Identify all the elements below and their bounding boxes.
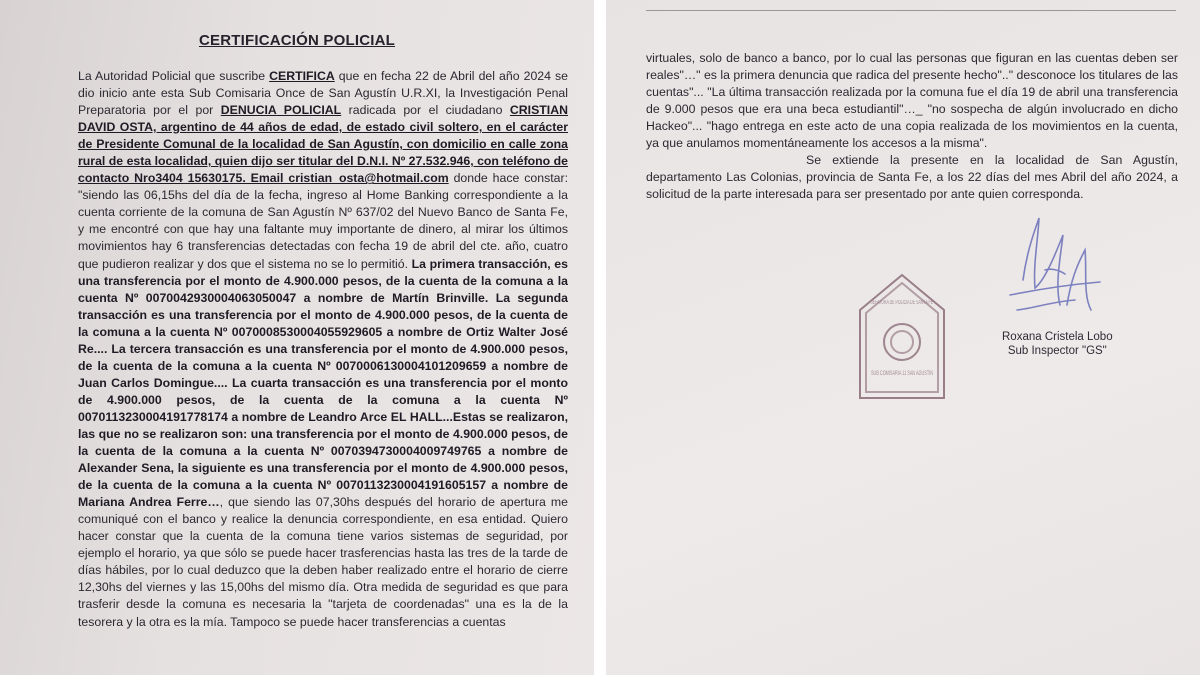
page-top-rule xyxy=(646,10,1176,11)
body-text-4: donde hace constar: "siendo las 06,15hs del día de la fecha, ingreso al Home Banking correspondiente a la cuenta corriente de la comuna de San Agustín Nº 637/02 del Nuevo Banco de Santa Fe, y me encontré con que hay una faltante muy importante de dinero, al mirar los últimos movimientos hay 6 transferencias detectadas con fecha 19 de abril del cte. año, cuatro que pudieron realizar y dos que el sistema no se lo permitió. xyxy=(78,171,569,271)
closing-paragraph: Se extiende la presente en la localidad de San Agustín, departamento Las Colonias, provincia de Santa Fe, a los 22 días del mes Abril del año 2024, a solicitud de la parte interesada para ser presentado por ante quien corresponda. xyxy=(646,153,1178,202)
complainant-details: CRISTIAN DAVID OSTA, argentino de 44 años de edad, de estado civil soltero, en el carácter de Presidente Comunal de la localidad de San Agustín, con domicilio en calle zona rural de esta localidad, quien dijo ser titular del D.N.I. Nº 27.532.946, con teléfono de contacto Nro3404 15630175. Email cristian_osta@hotmail.com xyxy=(78,103,568,186)
continuation-paragraph: virtuales, solo de banco a banco, por lo cual las personas que figuran en las cuentas deben ser reales"…" es la primera denuncia que radica del presente hecho".." desconoce los titulares de las cuentas"... "La última transacción realizada por la comuna fue el día 19 de abril una transferencia de 9.000 pesos que era una beca estudiantil"…_ "no sospecha de algún involucrado en dicho Hackeo"... "hago entrega en este acto de una copia realizada de los movimientos en la cuenta, ya que anulamos momentáneamente los accesos a la misma". xyxy=(646,51,1178,151)
signer-rank: Sub Inspector "GS" xyxy=(1007,345,1107,357)
denuncia-word: DENUCIA POLICIAL xyxy=(220,103,342,118)
signer-name: Roxana Cristela Lobo xyxy=(1002,331,1113,343)
certifica-word: CERTIFICA xyxy=(269,69,335,83)
stamp-top-text: JEFATURA DE POLICIA DE SANTA FE xyxy=(871,300,933,306)
document-page-left xyxy=(0,0,594,675)
body-text-intro: La Autoridad Policial que suscribe xyxy=(78,69,270,83)
handwritten-signature xyxy=(1005,210,1105,330)
police-stamp xyxy=(852,270,952,405)
transfers-detail: La primera transacción, es una transferencia por el monto de 4.900.000 pesos, de la cuenta de la comuna a la cuenta Nº 0070042930004063050047 a nombre de Martín Brinville. La segunda transacción es una transferencia por el monto de 4.900.000 pesos, de la cuenta de la comuna a la cuenta Nº 0070008530004055929605 a nombre de Ortiz Walter José Re.... La tercera transacción es una transferencia por el monto de 4.900.000 pesos, de la cuenta de la comuna a la cuenta Nº 0070006130004101209659 a nombre de Juan Carlos Domingue.... La cuarta transacción es una transferencia por el monto de 4.900.000 pesos, de la cuenta de la comuna a la cuenta Nº 0070113230004191778174 a nombre de Leandro Arce EL HALL...Estas se realizaron, las que no se realizaron son: una transferencia por el monto de 4.900.000 pesos, de la cuenta de la comuna a la cuenta Nº 0070394730004009749765 a nombre de Alexander Sena, la siguiente es una transferencia por el monto de 4.900.000 pesos, de la cuenta de la comuna a la cuenta Nº 0070113230004191605157 a nombre de Mariana Andrea Ferre… xyxy=(78,256,568,510)
body-text-2: que en fecha 22 de Abril del año 2024 se dio inicio ante esta Sub Comisaria Once de San Agustín U.R.XI, la Investigación Penal Preparatoria por el por xyxy=(78,69,568,118)
certification-body xyxy=(78,68,568,631)
document-title: CERTIFICACIÓN POLICIAL xyxy=(198,32,396,49)
certification-continuation xyxy=(646,50,1178,203)
signer-block xyxy=(1002,330,1113,358)
body-text-5: , que siendo las 07,30hs después del horario de apertura me comuniqué con el banco y realice la denuncia correspondiente, en esa entidad. Quiero hacer constar que la cuenta de la comuna tiene varios sistemas de seguridad, por ejemplo el horario, ya que sólo se puede hacer trasferencias hasta las tres de la tarde de días hábiles, por lo cual deduzco que la deben haber realizado entre el horario de cierre 12,30hs del viernes y las 15,00hs del mismo día. Otra medida de seguridad es que para trasferir desde la comuna es necesaria la "tarjeta de coordenadas" una es la de la tesorera y la otra es la mía. Tampoco se puede hacer transferencias a cuentas xyxy=(78,495,568,629)
stamp-bottom-text: SUB COMISARIA 11 SAN AGUSTIN xyxy=(871,371,933,377)
body-text-3: radicada por el ciudadano xyxy=(341,103,510,118)
